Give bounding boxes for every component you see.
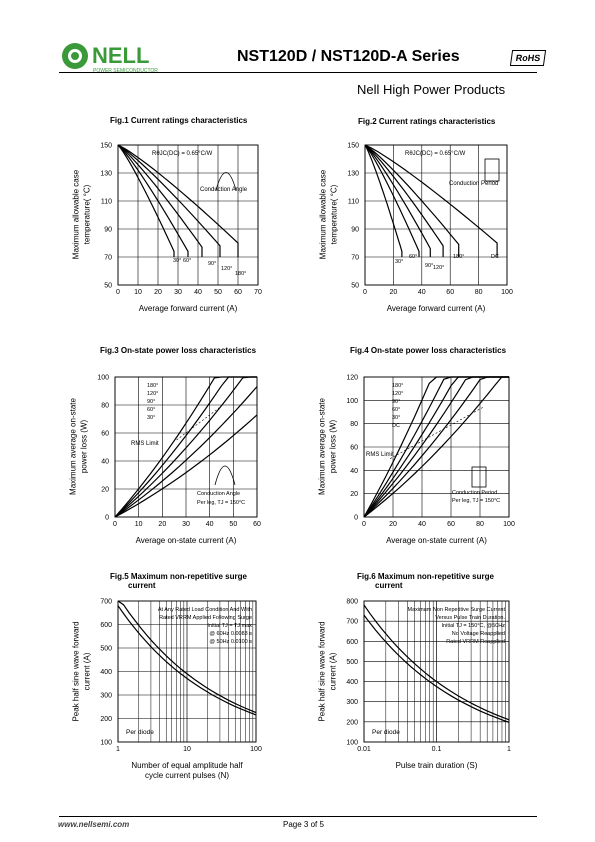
y-axis-label: power loss (W) [328,419,338,474]
x-axis-label: Average on-state current (A) [135,536,237,545]
plot-frame [365,145,507,285]
y-axis-label: current (A) [82,652,92,690]
rohs-badge: RoHS [510,50,546,66]
x-tick-label: 10 [183,746,191,753]
x-tick-label: 40 [205,521,214,528]
x-tick-label: 50 [229,521,238,528]
y-tick-label: 100 [346,739,358,747]
x-tick-label: 100 [503,521,515,528]
y-tick-label: 300 [100,692,112,700]
inset-label: Conduction Angle [197,491,241,497]
x-tick-label: 10 [134,521,143,528]
y-tick-label: 130 [100,170,112,178]
x-tick-label: 0.1 [431,746,442,753]
rms-limit-line [390,407,483,458]
figure-title: Fig.2 Current ratings characteristics [358,117,496,126]
plot-area [100,598,262,753]
inset-label: Conduction Angle [200,187,248,193]
x-axis-label: cycle current pulses (N) [144,771,230,780]
y-tick-label: 50 [104,282,112,290]
plot-area [346,374,515,528]
annotation-label: @ 60Hz 0.0083 s [209,631,252,637]
rms-limit-label: RMS Limit [131,441,159,447]
x-axis-label: Average on-state current (A) [386,536,487,545]
thermal-resistance-label: RθJC(DC) = 0.65°C/W [405,151,466,157]
y-tick-label: 0 [354,514,358,522]
x-tick-label: 100 [250,746,262,753]
inset-label: Per leg, TJ = 150°C [197,500,246,506]
conduction-period-icon [485,159,499,181]
annotation-label: At Any Rated Load Condition And With [157,607,252,613]
per-diode-label: Per diode [126,729,154,736]
annotation-label: Rated VRRM Applied Following Surge [159,615,252,621]
y-tick-label: 110 [100,198,112,206]
x-tick-label: 50 [214,289,222,296]
footer-rule [59,816,537,817]
x-axis-label: Pulse train duration (S) [395,761,478,770]
y-axis-label: current (A) [328,652,338,690]
plot-area [100,142,262,296]
y-tick-label: 150 [100,142,112,150]
inset-label: Conduction Period [449,181,499,187]
y-axis-label: power loss (W) [79,419,89,474]
y-tick-label: 400 [346,679,358,687]
x-tick-label: 20 [389,289,398,296]
y-tick-label: 90 [351,226,359,234]
y-tick-label: 400 [100,669,112,676]
page-title: NST120D / NST120D-A Series [237,48,460,65]
y-tick-label: 600 [100,622,112,629]
y-tick-label: 0 [105,514,109,522]
series-label: 180° [147,383,159,389]
y-tick-label: 200 [100,716,112,723]
x-tick-label: 80 [476,521,484,528]
series-label: 90° [147,399,156,405]
conduction-angle-icon [215,466,235,485]
y-tick-label: 700 [346,618,358,626]
y-tick-label: 800 [346,598,358,606]
y-axis-label: temperature( °C) [82,184,92,245]
y-tick-label: 80 [101,402,109,410]
header-rule [59,72,537,73]
x-tick-label: 0 [116,289,120,296]
figure-title: Fig.1 Current ratings characteristics [110,116,248,125]
series-label: 90° [392,399,401,405]
rms-limit-label: RMS Limit [366,452,394,458]
y-tick-label: 120 [346,374,358,382]
annotation-label: Rated VRRM Reapplied [446,639,505,645]
series-label: 120° [147,391,159,397]
series-label: 30° [147,415,156,421]
y-tick-label: 90 [104,226,112,234]
y-tick-label: 500 [100,645,112,653]
thermal-resistance-label: RθJC(DC) = 0.65°C/W [152,151,213,157]
y-tick-label: 40 [101,458,109,466]
x-tick-label: 0.01 [357,746,371,753]
series-label: 90° [425,263,434,269]
series-label: 30° [395,259,404,265]
y-axis-label: Maximum average on-state [68,398,78,495]
annotation-label: @ 50Hz 0.0100 s [209,639,252,645]
series-label: 60° [409,254,418,260]
y-axis-label: Maximum average on-state [317,398,327,495]
y-tick-label: 300 [346,699,358,707]
y-tick-label: 700 [100,598,112,606]
y-tick-label: 80 [350,421,358,429]
series-label: 90° [208,261,217,267]
x-tick-label: 0 [363,289,367,296]
x-axis-label: Average forward current (A) [138,304,238,313]
y-tick-label: 110 [347,198,359,206]
y-tick-label: 20 [101,486,109,494]
x-tick-label: 80 [474,289,483,296]
y-tick-label: 60 [350,444,358,452]
x-tick-label: 60 [447,521,455,528]
x-tick-label: 1 [116,746,120,753]
y-axis-label: Maximum allowable case [318,169,328,260]
x-tick-label: 10 [134,289,142,296]
series-label: 180° [392,383,404,389]
plot-area [346,598,511,753]
page-subtitle: Nell High Power Products [357,82,506,97]
series-label: DC [491,254,499,260]
annotation-label: No Voltage Reapplied [451,631,505,637]
y-tick-label: 600 [346,638,358,646]
series-label: 180° [235,271,247,277]
figure-title: current [128,581,156,590]
y-tick-label: 70 [351,254,359,262]
series-label: 120° [433,265,445,271]
y-tick-label: 50 [351,282,359,290]
x-tick-label: 20 [154,289,162,296]
series-label: 120° [392,391,404,397]
series-label: 30° [392,415,401,421]
x-tick-label: 70 [254,289,262,296]
y-tick-label: 150 [347,142,359,150]
conduction-period-icon [472,467,486,487]
series-label: 30° [173,258,182,264]
y-tick-label: 100 [97,374,109,382]
x-tick-label: 40 [417,289,426,296]
nell-logo [60,36,180,81]
y-tick-label: 20 [350,491,358,499]
series-label: DC [392,423,400,429]
x-axis-label: Average forward current (A) [386,304,486,313]
inset-label: Conduction Period [452,490,498,496]
annotation-label: Maximum Non Repetitive Surge Current [407,607,505,613]
plot-area [97,374,261,528]
x-tick-label: 40 [418,521,426,528]
figure-title: current [375,581,403,590]
series-label: 60° [183,258,192,264]
per-diode-label: Per diode [372,729,400,736]
x-tick-label: 60 [253,521,261,528]
y-tick-label: 130 [347,170,359,178]
figure-title: Fig.4 On-state power loss characteristics [350,346,507,355]
logo-text: NELL [92,43,150,68]
x-tick-label: 60 [234,289,242,296]
figure-title: Fig.6 Maximum non-repetitive surge [357,572,494,581]
plot-area [347,142,513,296]
x-tick-label: 40 [194,289,202,296]
y-tick-label: 40 [350,467,358,475]
x-tick-label: 30 [182,521,190,528]
series-label: 60° [147,407,156,413]
x-tick-label: 20 [389,521,397,528]
figure-title: Fig.3 On-state power loss characteristics [100,346,257,355]
series-label: 60° [392,407,401,413]
x-axis-label: Number of equal amplitude half [131,761,243,770]
y-axis-label: Maximum allowable case [71,169,81,260]
logo-subtext: POWER SEMICONDUCTOR [93,68,158,74]
x-tick-label: 0 [113,521,117,528]
series-label: 120° [221,266,233,272]
y-tick-label: 100 [346,397,358,405]
x-tick-label: 0 [362,521,366,528]
page-number: Page 3 of 5 [283,820,324,829]
y-tick-label: 70 [104,254,112,262]
x-tick-label: 1 [507,746,511,753]
y-tick-label: 500 [346,658,358,666]
y-tick-label: 200 [346,719,358,727]
x-tick-label: 20 [158,521,167,528]
figure-title: Fig.5 Maximum non-repetitive surge [110,572,247,581]
annotation-label: Versus Pulse Train Duration. [435,615,505,621]
annotation-label: Initial TJ = TJ max [207,623,252,629]
annotation-label: Initial TJ = 150°C, @50Hz [441,623,505,629]
x-tick-label: 30 [174,289,182,296]
x-tick-label: 60 [446,289,455,296]
y-axis-label: temperature( °C) [329,184,339,245]
series-label: 180° [453,254,465,260]
y-axis-label: Peak half sine wave forward [71,620,81,722]
footer-url[interactable]: www.nellsemi.com [58,820,130,829]
x-tick-label: 100 [501,289,513,296]
y-axis-label: Peak half sine wave forward [317,620,327,722]
inset-label: Per leg, TJ = 150°C [452,498,501,504]
y-tick-label: 100 [100,739,112,747]
y-tick-label: 60 [101,430,109,438]
